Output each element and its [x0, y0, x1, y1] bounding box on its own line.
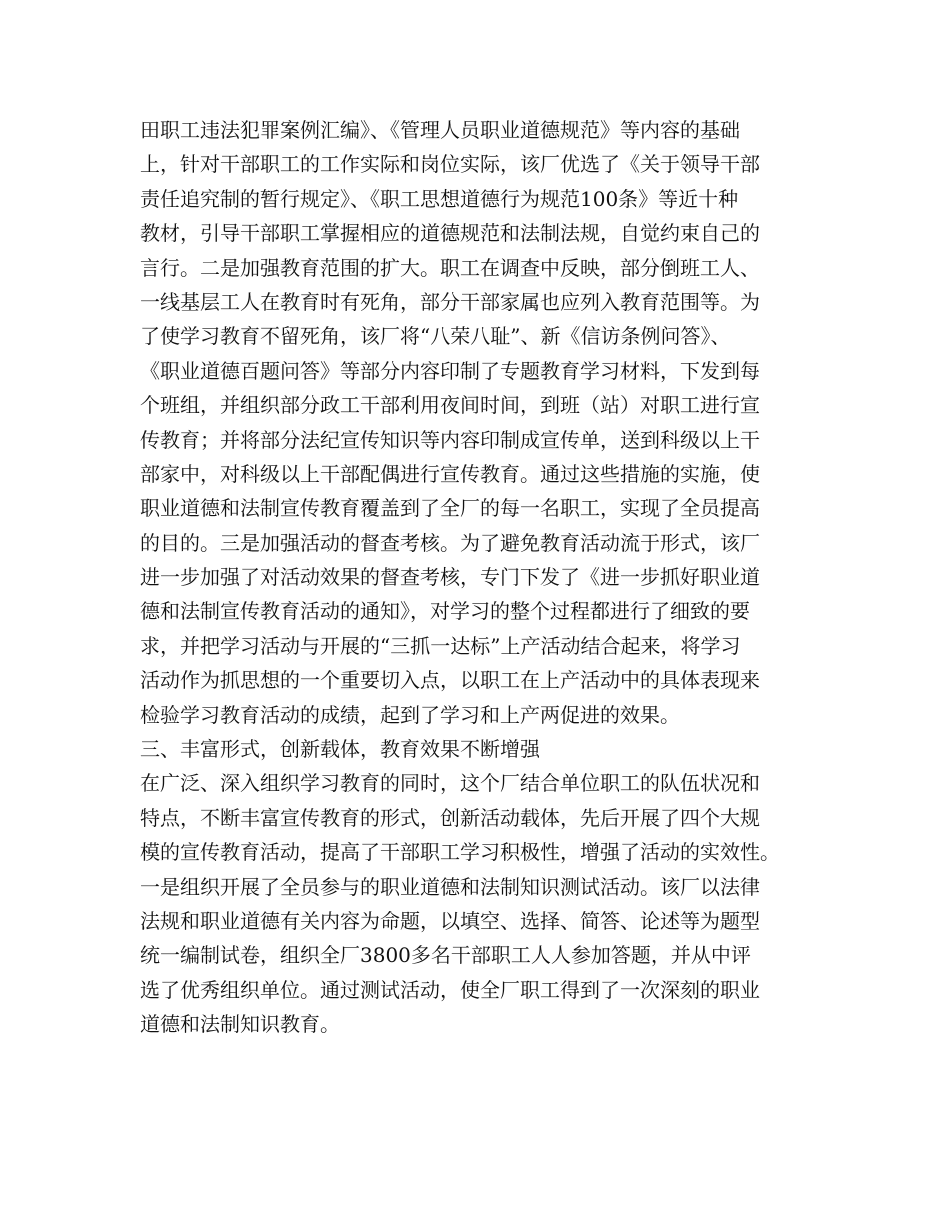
- text-line: 一是组织开展了全员参与的职业道德和法制知识测试活动。该厂以法律: [140, 874, 760, 899]
- text-line: 特点，不断丰富宣传教育的形式，创新活动载体，先后开展了四个大规: [140, 805, 760, 830]
- text-line: 在广泛、深入组织学习教育的同时，这个厂结合单位职工的队伍状况和: [140, 771, 760, 796]
- text-line: 法规和职业道德有关内容为命题，以填空、选择、简答、论述等为题型: [140, 908, 760, 933]
- text-line: 传教育；并将部分法纪宣传知识等内容印制成宣传单，送到科级以上干: [140, 427, 760, 452]
- text-line: 个班组，并组织部分政工干部利用夜间时间，到班（站）对职工进行宣: [140, 393, 760, 418]
- text-line: 道德和法制知识教育。: [140, 1012, 340, 1037]
- text-line: 《职业道德百题问答》等部分内容印制了专题教育学习材料，下发到每: [140, 358, 760, 383]
- text-line: 选了优秀组织单位。通过测试活动，使全厂职工得到了一次深刻的职业: [140, 977, 760, 1002]
- section-heading: 三、丰富形式，创新载体，教育效果不断增强: [140, 737, 540, 762]
- text-line: 统一编制试卷，组织全厂3800多名干部职工人人参加答题，并从中评: [140, 943, 751, 968]
- text-line: 职业道德和法制宣传教育覆盖到了全厂的每一名职工，实现了全员提高: [140, 496, 760, 521]
- text-line: 一线基层工人在教育时有死角，部分干部家属也应列入教育范围等。为: [140, 289, 760, 314]
- text-line: 上，针对干部职工的工作实际和岗位实际，该厂优选了《关于领导干部: [140, 152, 760, 177]
- text-line: 了使学习教育不留死角，该厂将“八荣八耻”、新《信访条例问答》、: [140, 324, 731, 349]
- text-line: 求，并把学习活动与开展的“三抓一达标”上产活动结合起来，将学习: [140, 633, 741, 658]
- text-line: 德和法制宣传教育活动的通知》，对学习的整个过程都进行了细致的要: [140, 599, 750, 624]
- text-line: 言行。二是加强教育范围的扩大。职工在调查中反映，部分倒班工人、: [140, 255, 760, 280]
- text-line: 的目的。三是加强活动的督查考核。为了避免教育活动流于形式，该厂: [140, 530, 760, 555]
- text-line: 检验学习教育活动的成绩，起到了学习和上产两促进的效果。: [140, 702, 680, 727]
- text-line: 部家中，对科级以上干部配偶进行宣传教育。通过这些措施的实施，使: [140, 461, 760, 486]
- text-line: 田职工违法犯罪案例汇编》、《管理人员职业道德规范》等内容的基础: [140, 118, 740, 142]
- text-line: 模的宣传教育活动，提高了干部职工学习积极性，增强了活动的实效性。: [140, 840, 780, 865]
- document-body: [140, 113, 820, 1042]
- text-line: 责任追究制的暂行规定》、《职工思想道德行为规范100条》等近十种: [140, 186, 739, 211]
- text-line: 教材，引导干部职工掌握相应的道德规范和法制法规，自觉约束自己的: [140, 221, 760, 246]
- text-line: 进一步加强了对活动效果的督查考核，专门下发了《进一步抓好职业道: [140, 565, 760, 590]
- text-line: 活动作为抓思想的一个重要切入点，以职工在上产活动中的具体表现来: [140, 668, 760, 693]
